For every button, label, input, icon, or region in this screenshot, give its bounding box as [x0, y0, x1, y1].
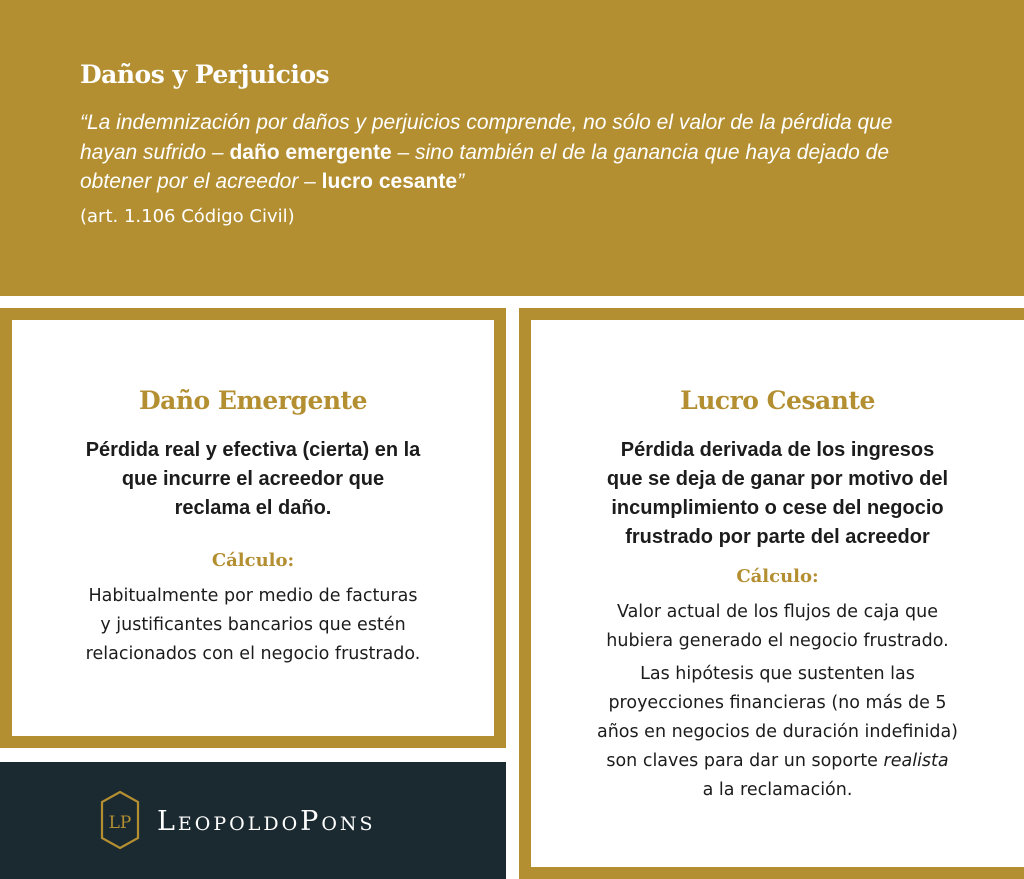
logo-panel: [0, 762, 506, 879]
card-inner: [12, 320, 494, 736]
calc-line: proyecciones financieras (no más de 5: [608, 693, 947, 713]
definition-line: Pérdida derivada de los ingresos: [620, 439, 935, 461]
calc-description-a: [531, 598, 1024, 656]
quote-text: – sino también el de la ganancia que haya dejado de obtener por el acreedor –: [80, 140, 890, 193]
definition-line: frustrado por parte del acreedor: [625, 526, 930, 548]
definition-line: Pérdida real y efectiva (cierta) en la: [85, 439, 421, 461]
card-title: Lucro Cesante: [680, 386, 875, 415]
calc-line: [531, 747, 1024, 776]
calc-line: Habitualmente por medio de facturas: [88, 586, 418, 606]
header-banner: [0, 0, 1024, 296]
calc-description-b: [531, 660, 1024, 805]
calc-line: Valor actual de los flujos de caja que: [616, 602, 939, 622]
definition-line: que incurre el acreedor que: [121, 468, 385, 490]
quote-term-dano-emergente: daño emergente: [229, 140, 392, 164]
calc-line: hubiera generado el negocio frustrado.: [606, 631, 949, 651]
calc-line: y justificantes bancarios que estén: [100, 615, 406, 635]
calc-description: [12, 582, 494, 669]
hexagon-monogram-icon: [100, 790, 140, 850]
card-dano-emergente: [0, 308, 506, 748]
calc-label: Cálculo:: [211, 550, 295, 571]
definition-line: que se deja de ganar por motivo del: [606, 468, 949, 490]
legal-quote: [80, 108, 900, 197]
legal-citation: (art. 1.106 Código Civil): [80, 206, 295, 227]
quote-text: “La indemnización por daños y perjuicios comprende, no sólo el valor de la pérdida que hayan sufrido –: [80, 111, 893, 164]
calc-line-emphasis: realista: [883, 751, 949, 771]
calc-line-text: son claves para dar un soporte: [606, 751, 884, 771]
calc-label: Cálculo:: [736, 566, 819, 587]
card-definition: [531, 436, 1024, 552]
quote-term-lucro-cesante: lucro cesante: [321, 170, 458, 193]
page-title: Daños y Perjuicios: [80, 60, 330, 89]
card-inner: [531, 320, 1024, 867]
card-lucro-cesante: [519, 308, 1024, 879]
quote-close: ”: [457, 170, 465, 193]
definition-line: reclama el daño.: [174, 497, 332, 519]
card-title: Daño Emergente: [138, 386, 368, 415]
calc-line: Las hipótesis que sustenten las: [640, 664, 915, 684]
calc-line: relacionados con el negocio frustrado.: [85, 644, 421, 664]
logo-monogram: LP: [108, 813, 132, 833]
definition-line: incumplimiento o cese del negocio: [611, 497, 944, 519]
calc-line: a la reclamación.: [702, 780, 853, 800]
calc-line: años en negocios de duración indefinida): [596, 722, 959, 742]
card-definition: [12, 436, 494, 523]
logo-wordmark: LeopoldoPons: [157, 806, 376, 837]
